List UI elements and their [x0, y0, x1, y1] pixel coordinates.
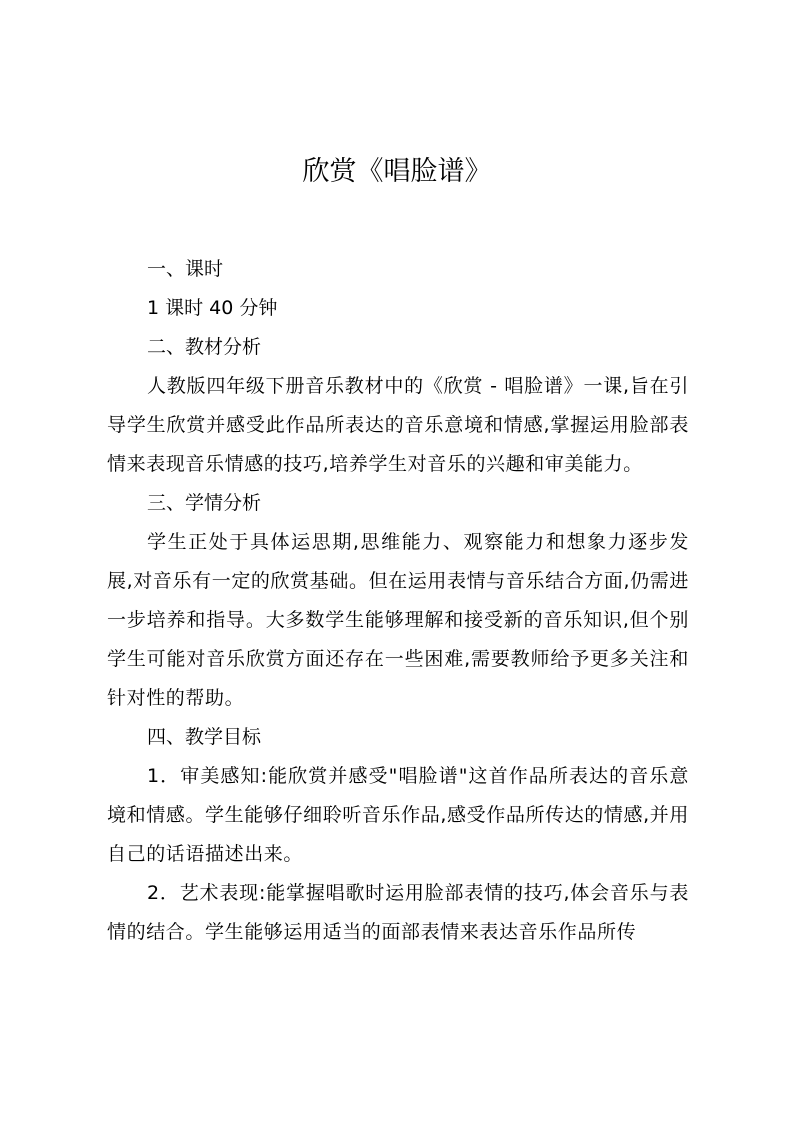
section-heading-goals: 四、教学目标 [147, 726, 262, 748]
document-title: 欣赏《唱脸谱》 [302, 156, 492, 187]
section-heading-period: 一、课时 [147, 258, 224, 280]
goal-item-1: 1．审美感知:能欣赏并感受"唱脸谱"这首作品所表达的音乐意境和情感。学生能够仔细聆听音乐作品,感受作品所传达的情感,并用自己的话语描述出来。 [107, 765, 689, 865]
section-heading-students: 三、学情分析 [147, 492, 262, 514]
material-paragraph: 人教版四年级下册音乐教材中的《欣赏 - 唱脸谱》一课,旨在引导学生欣赏并感受此作品所表达的音乐意境和情感,掌握运用脸部表情来表现音乐情感的技巧,培养学生对音乐的兴趣和审美能力。 [107, 375, 689, 475]
period-text: 1 课时 40 分钟 [147, 297, 278, 319]
students-paragraph: 学生正处于具体运思期,思维能力、观察能力和想象力逐步发展,对音乐有一定的欣赏基础。但在运用表情与音乐结合方面,仍需进一步培养和指导。大多数学生能够理解和接受新的音乐知识,但个别学生可能对音乐欣赏方面还存在一些困难,需要教师给予更多关注和针对性的帮助。 [107, 531, 689, 709]
document-body [107, 250, 689, 952]
section-heading-material: 二、教材分析 [147, 336, 262, 358]
goal-item-2: 2．艺术表现:能掌握唱歌时运用脸部表情的技巧,体会音乐与表情的结合。学生能够运用适当的面部表情来表达音乐作品所传 [107, 882, 689, 943]
